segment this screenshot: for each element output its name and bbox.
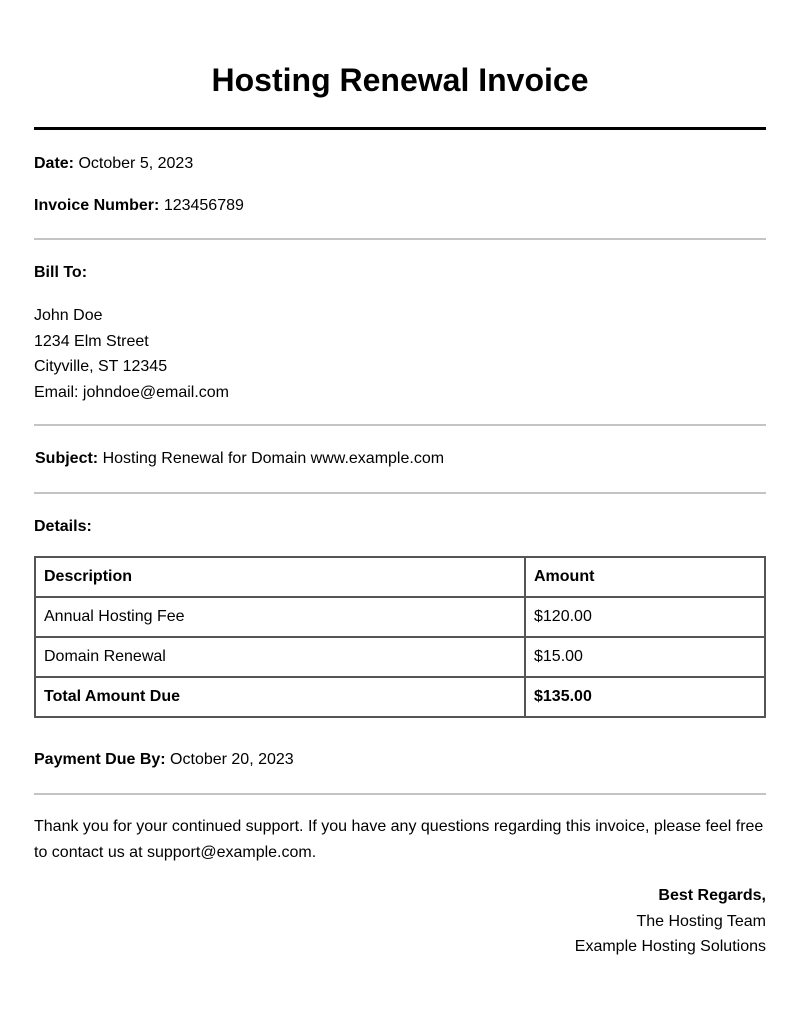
row-amount: $15.00 <box>525 637 765 677</box>
billing-address <box>34 303 229 406</box>
details-heading <box>34 517 92 537</box>
customer-city: Cityville, ST 12345 <box>34 358 168 376</box>
date-value: October 5, 2023 <box>78 155 194 172</box>
date-line <box>34 154 193 174</box>
date-label: Date: <box>34 155 75 172</box>
row-amount: $120.00 <box>525 597 765 637</box>
payment-due-value: October 20, 2023 <box>170 751 294 768</box>
total-amount: $135.00 <box>525 677 765 717</box>
customer-street: 1234 Elm Street <box>34 332 149 350</box>
payment-due-label: Payment Due By: <box>34 751 166 768</box>
section-divider <box>34 238 766 240</box>
subject-label: Subject: <box>35 450 99 467</box>
customer-email: Email: johndoe@email.com <box>34 384 229 402</box>
bill-to-heading <box>34 263 87 283</box>
description-header: Description <box>35 557 525 597</box>
section-divider <box>34 492 766 494</box>
total-label: Total Amount Due <box>35 677 525 717</box>
row-description: Domain Renewal <box>35 637 525 677</box>
table-row <box>35 597 765 637</box>
payment-due-line <box>34 750 294 770</box>
section-divider <box>34 424 766 426</box>
subject-line <box>35 449 444 469</box>
signoff-block <box>575 883 766 960</box>
customer-name: John Doe <box>34 307 103 324</box>
invoice-number-value: 123456789 <box>163 197 244 214</box>
subject-value: Hosting Renewal for Domain www.example.com <box>102 450 445 467</box>
details-table <box>34 556 766 718</box>
details-label: Details: <box>34 518 92 535</box>
signoff-company: Example Hosting Solutions <box>574 938 766 956</box>
title-divider <box>34 127 766 130</box>
invoice-number-label: Invoice Number: <box>34 197 160 214</box>
amount-header: Amount <box>525 557 765 597</box>
invoice-number-line <box>34 196 244 216</box>
thank-you-message: Thank you for your continued support. If you have any questions regarding this invoice, please feel free to contact us at support@example.com. <box>34 818 764 861</box>
section-divider <box>34 793 766 795</box>
bill-to-label: Bill To: <box>34 264 88 281</box>
signoff-team: The Hosting Team <box>636 912 766 930</box>
row-description: Annual Hosting Fee <box>35 597 525 637</box>
table-row <box>35 637 765 677</box>
signoff-regards: Best Regards, <box>658 887 766 904</box>
page-title: Hosting Renewal Invoice <box>211 62 589 98</box>
table-header-row <box>35 557 765 597</box>
total-row <box>35 677 765 717</box>
